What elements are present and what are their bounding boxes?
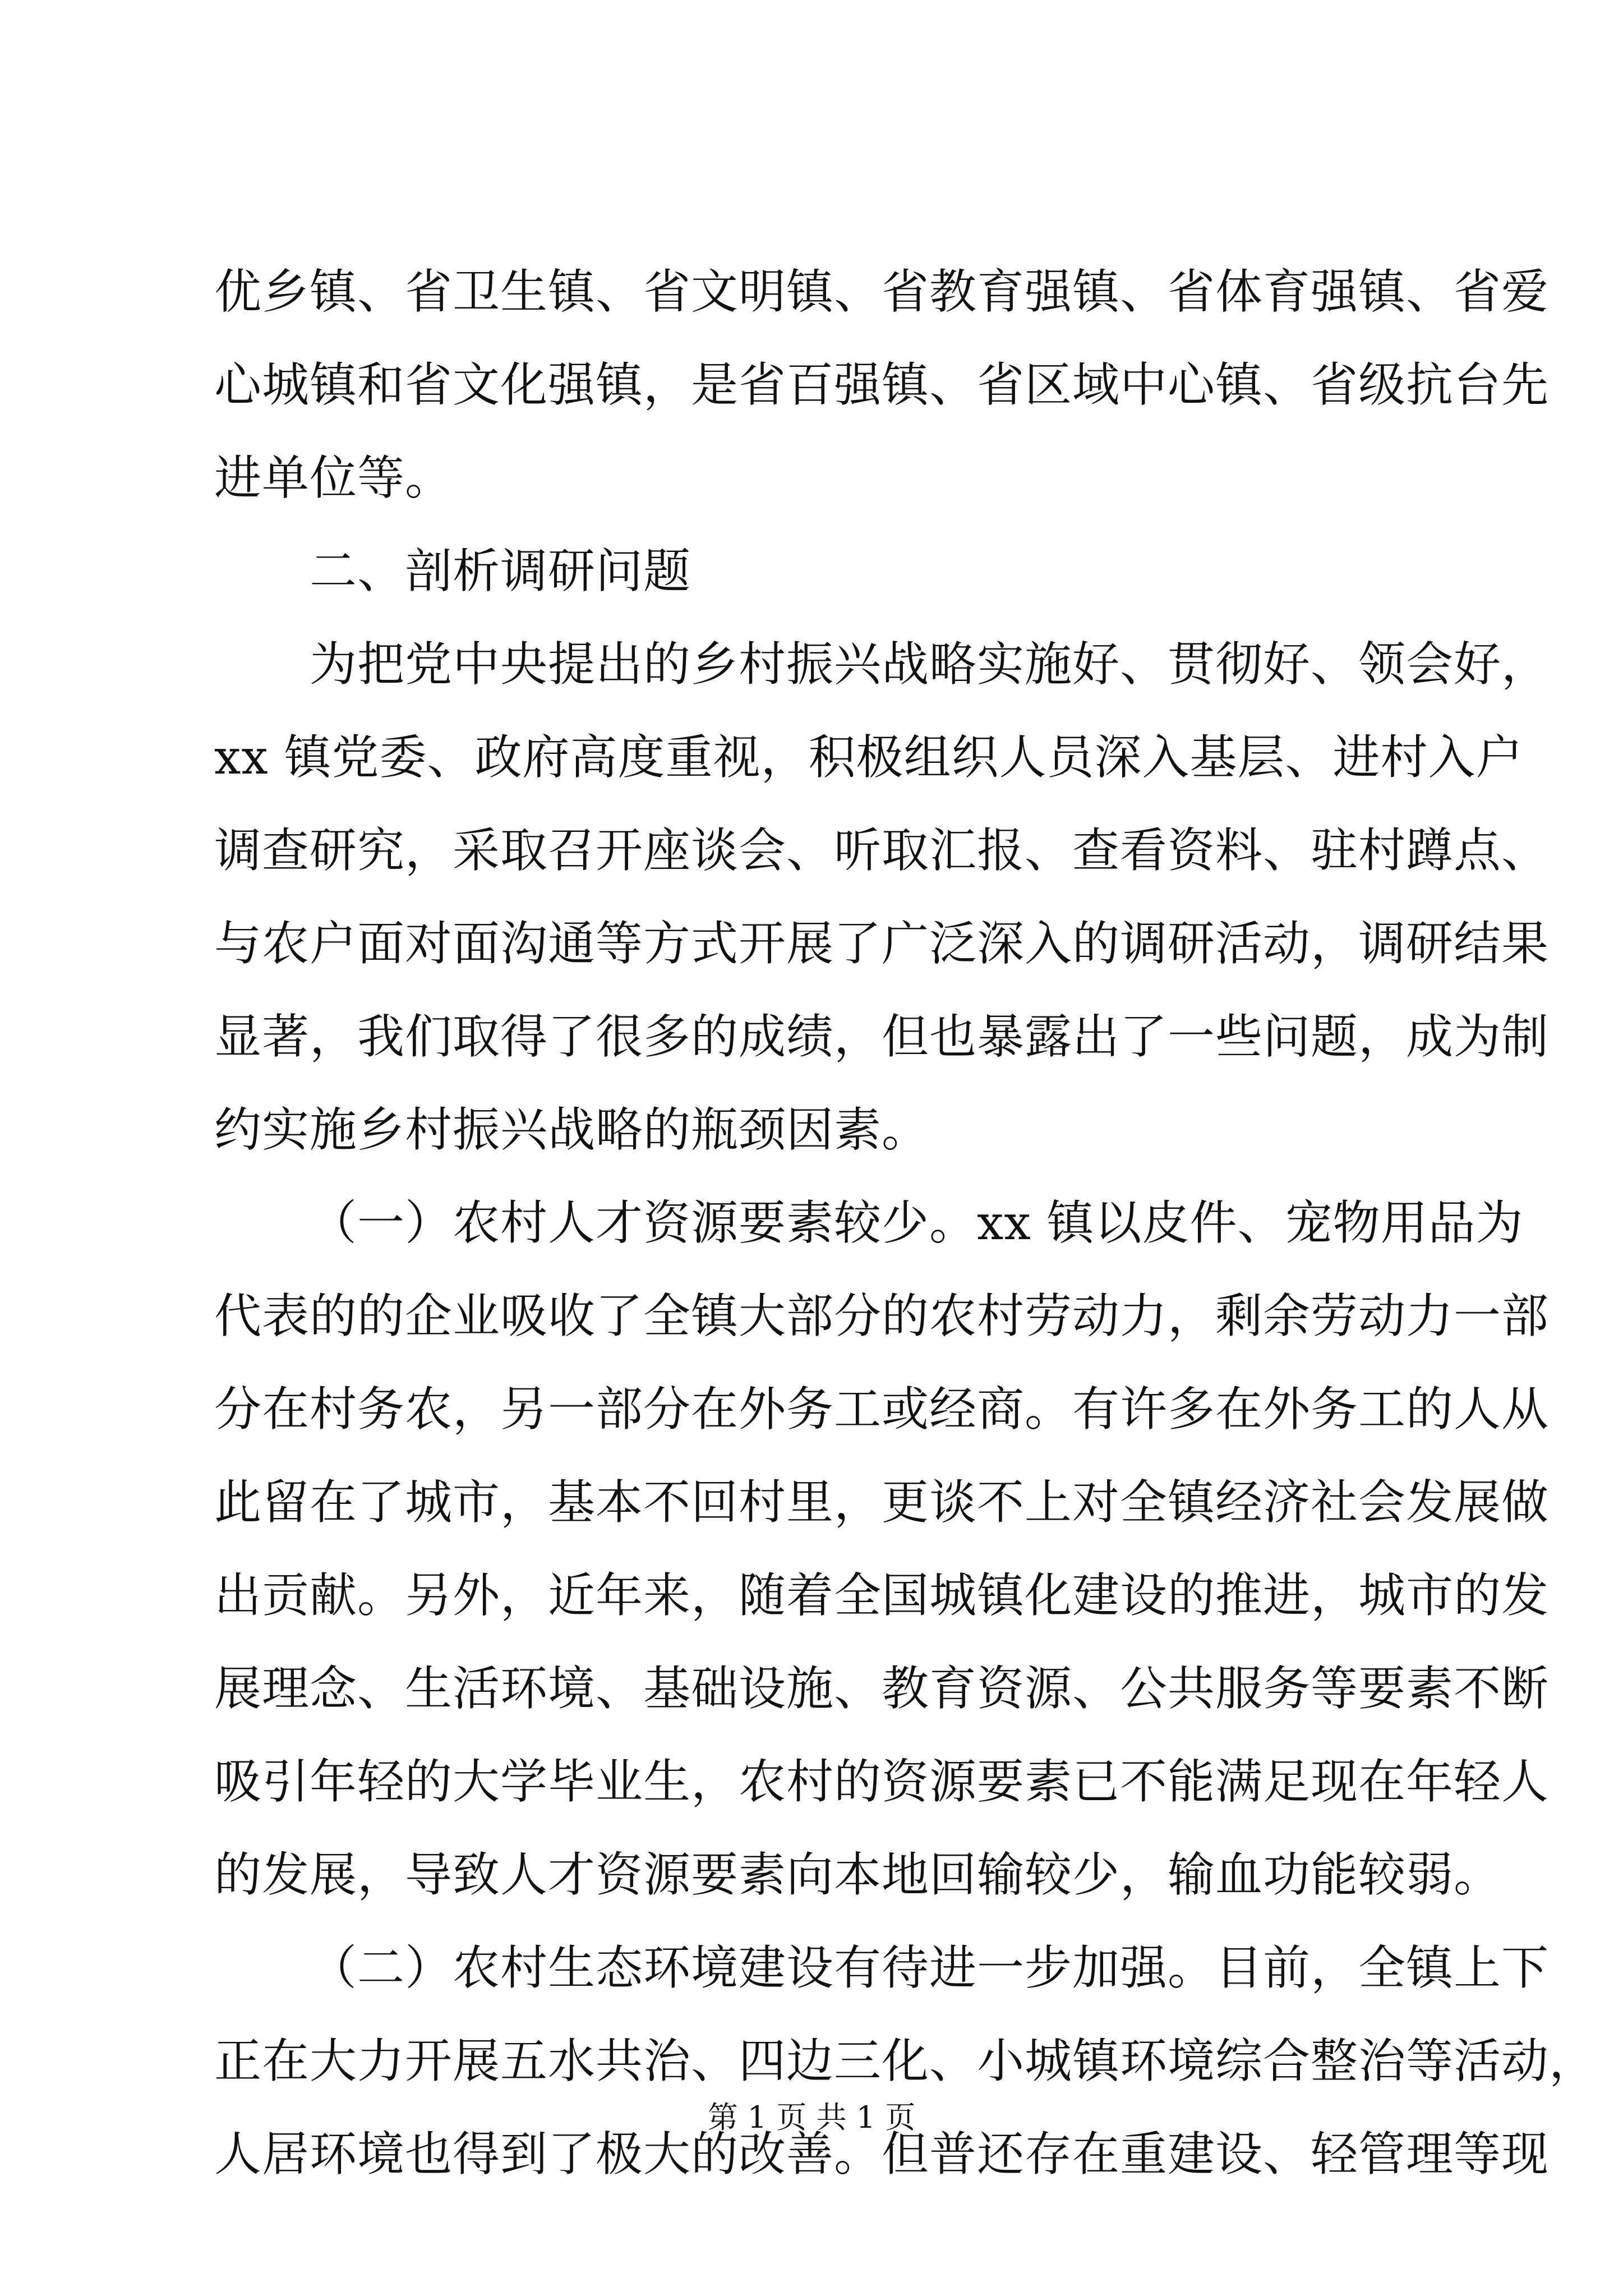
text-line: 显著，我们取得了很多的成绩，但也暴露出了一些问题，成为制: [214, 1009, 1550, 1064]
section-heading: 二、剖析调研问题: [310, 544, 691, 599]
text-line: 代表的的企业吸收了全镇大部分的农村劳动力，剩余劳动力一部: [214, 1289, 1550, 1343]
subsection-line: （二）农村生态环境建设有待进一步加强。目前，全镇上下: [310, 1940, 1550, 1995]
text-line: 分在村务农，另一部分在外务工或经商。有许多在外务工的人从: [214, 1382, 1550, 1437]
text-line: 心城镇和省文化强镇，是省百强镇、省区域中心镇、省级抗台先: [214, 357, 1550, 412]
text-line: 吸引年轻的大学毕业生，农村的资源要素已不能满足现在年轻人: [214, 1754, 1550, 1809]
text-line: 与农户面对面沟通等方式开展了广泛深入的调研活动，调研结果: [214, 916, 1550, 971]
text-line: 为把党中央提出的乡村振兴战略实施好、贯彻好、领会好，: [310, 637, 1550, 692]
text-line: 约实施乡村振兴战略的瓶颈因素。: [214, 1102, 930, 1157]
text-line: 调查研究，采取召开座谈会、听取汇报、查看资料、驻村蹲点、: [214, 823, 1550, 878]
subsection-line: （一）农村人才资源要素较少。xx 镇以皮件、宠物用品为: [310, 1195, 1524, 1250]
text-line: 优乡镇、省卫生镇、省文明镇、省教育强镇、省体育强镇、省爱: [214, 264, 1550, 319]
text-line: 出贡献。另外，近年来，随着全国城镇化建设的推进，城市的发: [214, 1568, 1550, 1623]
text-line: xx 镇党委、政府高度重视，积极组织人员深入基层、进村入户: [214, 730, 1524, 785]
text-line: 展理念、生活环境、基础设施、教育资源、公共服务等要素不断: [214, 1661, 1550, 1716]
text-line: 进单位等。: [214, 450, 453, 505]
text-line: 正在大力开展五水共治、四边三化、小城镇环境综合整治等活动，: [214, 2033, 1597, 2088]
page-number-footer: 第 1 页 共 1 页: [707, 2100, 916, 2135]
text-line: 人居环境也得到了极大的改善。但普还存在重建设、轻管理等现: [214, 2127, 1550, 2182]
text-line: 此留在了城市，基本不回村里，更谈不上对全镇经济社会发展做: [214, 1475, 1550, 1530]
text-line: 的发展，导致人才资源要素向本地回输较少，输血功能较弱。: [214, 1847, 1502, 1902]
